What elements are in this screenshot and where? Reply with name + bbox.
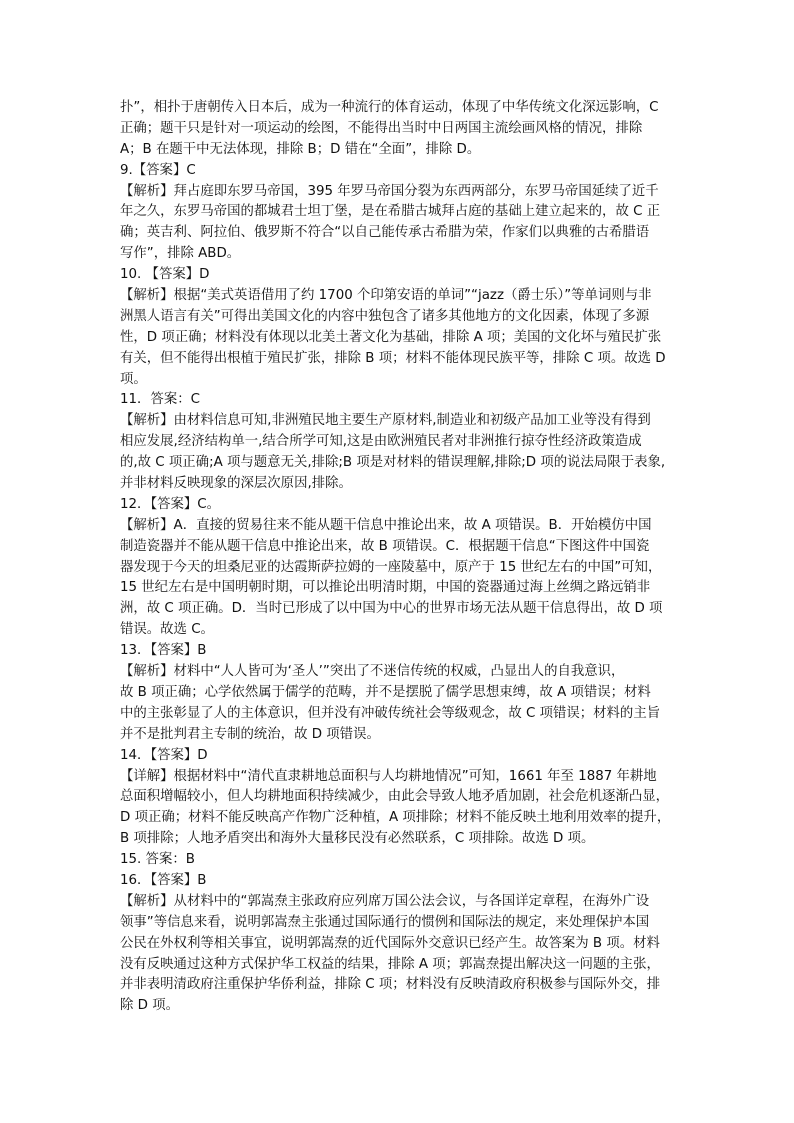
- text-line: 【解析】由材料信息可知,非洲殖民地主要生产原材料,制造业和初级产品加工业等没有得到: [120, 413, 651, 429]
- text-line: 除 D 项。: [120, 998, 179, 1014]
- text-line: 并非材料反映现象的深层次原因,排除。: [120, 476, 352, 492]
- text-line: 扑”，相扑于唐朝传入日本后，成为一种流行的体育运动，体现了中华传统文化深远影响，C: [120, 100, 659, 115]
- text-line: 公民在外权利等相关事宜，说明郭嵩焘的近代国际外交意识已经产生。故答案为 B 项。材料: [120, 935, 660, 951]
- text-line: 相应发展,经济结构单一,结合所学可知,这是由欧洲殖民者对非洲推行掠夺性经济政策造成: [120, 434, 642, 450]
- text-line: 年之久，东罗马帝国的都城君士坦丁堡，是在希腊古城拜占庭的基础上建立起来的，故 C 正: [120, 204, 661, 220]
- text-line: 【解析】拜占庭即东罗马帝国，395 年罗马帝国分裂为东西两部分，东罗马帝国延续了近千: [120, 183, 659, 199]
- answer-heading-10: 10. 【答案】D: [120, 267, 210, 283]
- answer-heading-12: 12．【答案】C。: [120, 496, 221, 512]
- text-line: 洲黑人语言有关”可得出美国文化的内容中独包含了诸多其他地方的文化因素，体现了多源: [120, 308, 650, 324]
- text-line: 【解析】从材料中的“郭嵩焘主张政府应列席万国公法会议，与各国详定章程，在海外广设: [120, 893, 650, 909]
- text-line: 【详解】根据材料中“清代直隶耕地总面积与人均耕地情况”可知，1661 年至 1887 年耕地: [120, 768, 657, 784]
- text-line: 故 B 项正确；心学依然属于儒学的范畴，并不是摆脱了儒学思想束缚，故 A 项错误；材料: [120, 684, 651, 700]
- text-line: 总面积增幅较小，但人均耕地面积持续减少，由此会导致人地矛盾加剧，社会危机逐渐凸显，: [120, 789, 670, 805]
- text-line: 洲，故 C 项正确。D．当时已形成了以中国为中心的世界市场无法从题干信息得出，故 D 项: [120, 601, 663, 617]
- text-line: 性，D 项正确；材料没有体现以北美土著文化为基础，排除 A 项；美国的文化坏与殖民扩张: [120, 329, 662, 345]
- text-line: 项。: [120, 371, 147, 387]
- text-line: 15 世纪左右是中国明朝时期，可以推论出明清时期，中国的瓷器通过海上丝绸之路远销非: [120, 580, 651, 596]
- text-line: 领事”等信息来看，说明郭嵩焘主张通过国际通行的惯例和国际法的规定，来处理保护本国: [120, 914, 650, 930]
- text-line: 的,故 C 项正确;A 项与题意无关,排除;B 项是对材料的错误理解,排除;D 项的说法局限于表象,: [120, 455, 666, 471]
- text-line: 写作”，排除 ABD。: [120, 246, 241, 262]
- text-line: 并不是批判君主专制的统治，故 D 项错误。: [120, 726, 380, 742]
- answer-document: [120, 98, 676, 1017]
- text-line: 器发现于今天的坦桑尼亚的达霞斯萨拉姆的一座陵墓中，原产于 15 世纪左右的中国”可知，: [120, 559, 662, 575]
- text-line: 【解析】A．直接的贸易往来不能从题干信息中推论出来，故 A 项错误。B．开始模仿中国: [120, 517, 652, 533]
- answer-heading-15: 15. 答案：B: [120, 852, 195, 868]
- text-line: 制造瓷器并不能从题干信息中推论出来，故 B 项错误。C．根据题干信息“下图这件中国瓷: [120, 538, 650, 554]
- answer-heading-9: 9.【答案】C: [120, 162, 196, 178]
- answer-heading-13: 13．【答案】B: [120, 643, 207, 659]
- answer-heading-16: 16．【答案】B: [120, 872, 207, 888]
- text-line: 【解析】材料中“人人皆可为‘圣人’”突出了不迷信传统的权威，凸显出人的自我意识，: [120, 664, 625, 680]
- text-line: 错误。故选 C。: [120, 622, 214, 638]
- text-line: 确；英吉利、阿拉伯、俄罗斯不符合“以自己能传承古希腊为荣，作家们以典雅的古希腊语: [120, 225, 650, 241]
- text-line: 并非表明清政府注重保护华侨利益，排除 C 项；材料没有反映清政府积极参与国际外交，排: [120, 977, 661, 993]
- text-line: B 项排除；人地矛盾突出和海外大量移民没有必然联系，C 项排除。故选 D 项。: [120, 831, 595, 847]
- text-line: D 项正确；材料不能反映高产作物广泛种植，A 项排除；材料不能反映土地利用效率的提升，: [120, 810, 671, 826]
- text-line: 【解析】根据“美式英语借用了约 1700 个印第安语的单词”“jazz（爵士乐）”等单词则与非: [120, 288, 652, 304]
- text-line: A；B 在题干中无法体现，排除 B；D 错在“全面”，排除 D。: [120, 141, 481, 157]
- text-line: 中的主张彰显了人的主体意识，但并没有冲破传统社会等级观念，故 C 项错误；材料的主旨: [120, 705, 661, 721]
- text-line: 正确；题干只是针对一项运动的绘图，不能得出当时中日两国主流绘画风格的情况，排除: [120, 120, 643, 136]
- answer-heading-14: 14．【答案】D: [120, 747, 208, 763]
- text-line: 有关，但不能得出根植于殖民扩张，排除 B 项；材料不能体现民族平等，排除 C 项。故选 D: [120, 350, 666, 366]
- text-line: 没有反映通过这种方式保护华工权益的结果，排除 A 项；郭嵩焘提出解决这一问题的主张，: [120, 956, 660, 972]
- answer-heading-11: 11．答案：C: [120, 392, 200, 408]
